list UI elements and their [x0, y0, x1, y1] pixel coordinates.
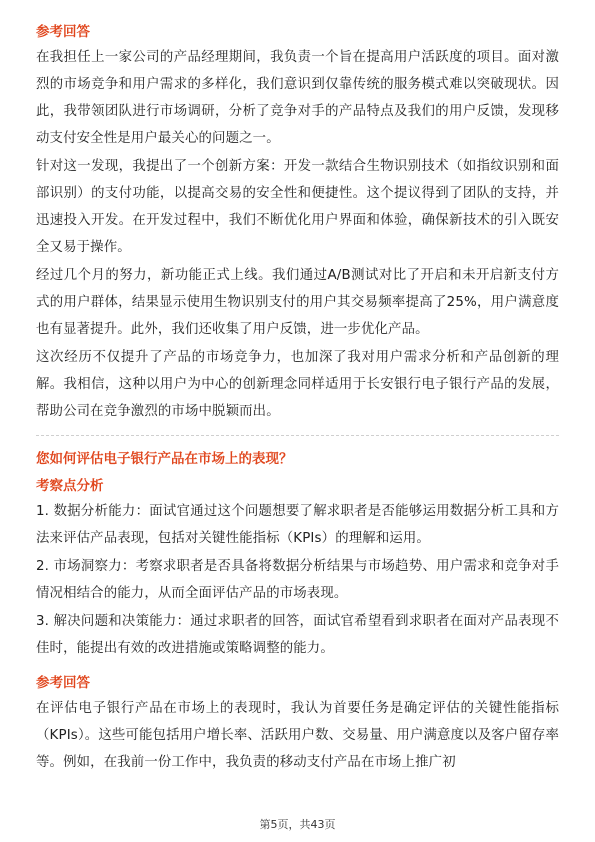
- question-title: 您如何评估电子银行产品在市场上的表现？: [36, 451, 293, 467]
- answer-paragraph-4: 这次经历不仅提升了产品的市场竞争力，也加深了我对用户需求分析和产品创新的理解。我相信，这种以用户为中心的创新理念同样适用于长安银行电子银行产品的发展，帮助公司在竞争激烈的市场中脱颖而出。: [36, 350, 559, 419]
- document-page: [36, 22, 559, 777]
- answer-heading-2: 参考回答: [36, 675, 90, 691]
- page-number: 第5页，共43页: [259, 818, 336, 831]
- analysis-point-2: 2. 市场洞察力：考察求职者是否具备将数据分析结果与市场趋势、用户需求和竞争对手情况相结合的能力，从而全面评估产品的市场表现。: [36, 559, 559, 601]
- analysis-point-3: 3. 解决问题和决策能力：通过求职者的回答，面试官希望看到求职者在面对产品表现不佳时，能提出有效的改进措施或策略调整的能力。: [36, 614, 559, 656]
- answer-paragraph-2: 针对这一发现，我提出了一个创新方案：开发一款结合生物识别技术（如指纹识别和面部识别）的支付功能，以提高交易的安全性和便捷性。这个提议得到了团队的支持，并迅速投入开发。在开发过程中，我们不断优化用户界面和体验，确保新技术的引入既安全又易于操作。: [36, 159, 559, 255]
- answer-paragraph-3: 经过几个月的努力，新功能正式上线。我们通过A/B测试对比了开启和未开启新支付方式的用户群体，结果显示使用生物识别支付的用户其交易频率提高了25%，用户满意度也有显著提升。此外，我们还收集了用户反馈，进一步优化产品。: [36, 268, 559, 337]
- section-divider: [36, 435, 559, 436]
- answer-paragraph-1: 在我担任上一家公司的产品经理期间，我负责一个旨在提高用户活跃度的项目。面对激烈的市场竞争和用户需求的多样化，我们意识到仅靠传统的服务模式难以突破现状。因此，我带领团队进行市场调研，分析了竞争对手的产品特点及我们的用户反馈，发现移动支付安全性是用户最关心的问题之一。: [36, 50, 559, 146]
- answer-paragraph-5: 在评估电子银行产品在市场上的表现时，我认为首要任务是确定评估的关键性能指标（KPIs）。这些可能包括用户增长率、活跃用户数、交易量、用户满意度以及客户留存率等。例如，在我前一份工作中，我负责的移动支付产品在市场上推广初: [36, 701, 559, 770]
- analysis-point-1: 1. 数据分析能力：面试官通过这个问题想要了解求职者是否能够运用数据分析工具和方法来评估产品表现，包括对关键性能指标（KPIs）的理解和运用。: [36, 504, 559, 546]
- analysis-heading: 考察点分析: [36, 478, 104, 494]
- answer-heading: 参考回答: [36, 24, 90, 40]
